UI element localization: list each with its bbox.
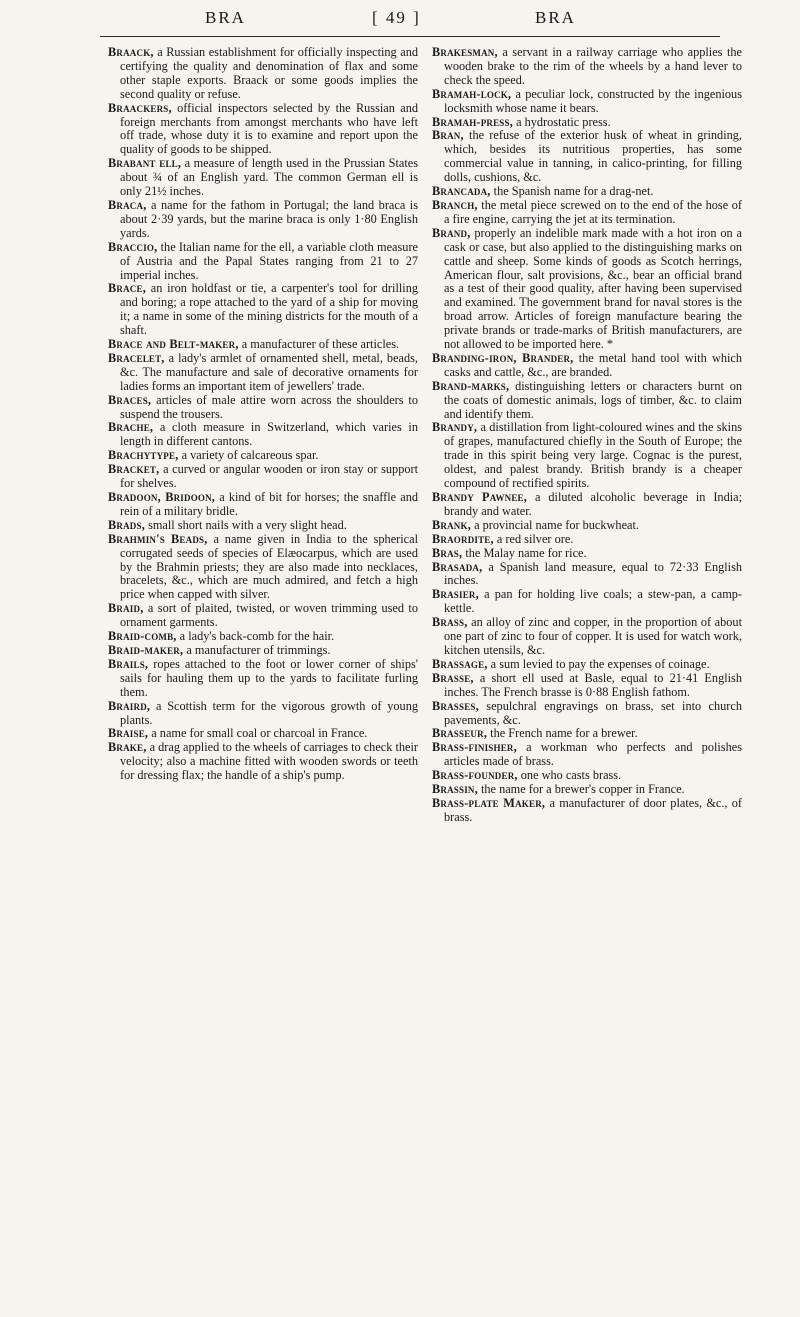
dictionary-entry: [432, 741, 742, 769]
entry-definition: the name for a brewer's copper in France.: [480, 782, 685, 797]
entry-headword: Brache,: [108, 420, 154, 435]
entry-headword: Brass-founder,: [432, 768, 518, 783]
entry-headword: Braces,: [108, 392, 152, 407]
dictionary-entry: [432, 88, 742, 116]
dictionary-entry: [432, 129, 742, 185]
entry-headword: Bramah-lock,: [432, 86, 512, 101]
entry-definition: the refuse of the exterior husk of wheat in grinding, which, besides its nutritious properties, has some commercial value in tanning, in calico-printing, for filling dolls, cushions, &c.: [444, 128, 742, 185]
entry-headword: Brads,: [108, 517, 145, 532]
entry-definition: a manufacturer of trimmings.: [186, 642, 331, 657]
dictionary-entry: [432, 658, 742, 672]
entry-headword: Braca,: [108, 197, 147, 212]
dictionary-entry: [432, 547, 742, 561]
entry-definition: a lady's back-comb for the hair.: [179, 629, 335, 644]
dictionary-entry: [108, 658, 418, 700]
dictionary-entry: [432, 616, 742, 658]
dictionary-entry: [108, 241, 418, 283]
entry-definition: ropes attached to the foot or lower corner of ships' sails for hauling them up to the yards to facilitate furling them.: [120, 656, 418, 699]
entry-definition: a lady's armlet of ornamented shell, metal, beads, &c. The manufacture and sale of decorative ornaments for ladies forms an important item of jewellers' trade.: [120, 350, 418, 393]
header-right-guide-word: BRA: [535, 8, 576, 27]
entry-definition: a workman who perfects and polishes articles made of brass.: [444, 740, 742, 769]
entry-definition: the metal piece screwed on to the end of the hose of a fire engine, carrying the jet at its termination.: [444, 197, 742, 226]
header-left-guide-word: BRA: [205, 8, 246, 27]
entry-definition: a curved or angular wooden or iron stay or support for shelves.: [120, 462, 419, 491]
entry-definition: a name for small coal or charcoal in France.: [151, 726, 368, 741]
page-number: [ 49 ]: [372, 8, 421, 27]
entry-headword: Brasier,: [432, 587, 479, 602]
entry-definition: a peculiar lock, constructed by the ingenious locksmith whose name it bears.: [444, 86, 742, 115]
entry-definition: the Malay name for rice.: [465, 545, 587, 560]
dictionary-entry: [432, 700, 742, 728]
dictionary-entry: [432, 380, 742, 422]
dictionary-entry: [108, 463, 418, 491]
dictionary-entry: [108, 102, 418, 158]
entry-definition: an iron holdfast or tie, a carpenter's tool for drilling and boring; a rope attached to the yard of a ship for moving it; a name in some of the mining districts for the mouth of a shaft.: [120, 281, 418, 338]
dictionary-entry: [432, 783, 742, 797]
entry-headword: Brails,: [108, 656, 149, 671]
entry-headword: Brakesman,: [432, 45, 498, 59]
entry-headword: Brasada,: [432, 559, 483, 574]
dictionary-entry: [432, 227, 742, 352]
dictionary-entry: [108, 199, 418, 241]
dictionary-entry: [108, 394, 418, 422]
entry-headword: Braid-comb,: [108, 629, 177, 644]
entry-headword: Braordite,: [432, 531, 494, 546]
entry-headword: Branding-iron, Brander,: [432, 350, 574, 365]
entry-definition: a Scottish term for the vigorous growth of young plants.: [120, 698, 418, 727]
entry-definition: an alloy of zinc and copper, in the proportion of about one part of zinc to four of copper. It is used for watch work, kitchen utensils, &c.: [444, 615, 742, 657]
entry-headword: Brandy,: [432, 420, 478, 435]
entry-headword: Braird,: [108, 698, 151, 713]
entry-headword: Braackers,: [108, 100, 172, 115]
dictionary-entry: [432, 185, 742, 199]
entry-headword: Braise,: [108, 726, 149, 741]
dictionary-entry: [108, 352, 418, 394]
entry-definition: small short nails with a very slight head.: [148, 517, 347, 532]
entry-definition: a provincial name for buckwheat.: [474, 517, 639, 532]
entry-definition: a short ell used at Basle, equal to 21·41 English inches. The French brasse is 0·88 English fathom.: [444, 670, 742, 699]
dictionary-entry: [432, 561, 742, 589]
dictionary-entry: [432, 46, 742, 88]
entry-definition: a Spanish land measure, equal to 72·33 English inches.: [444, 559, 743, 588]
dictionary-entry: [432, 491, 742, 519]
dictionary-entry: [432, 533, 742, 547]
dictionary-entry: [108, 46, 418, 102]
entry-headword: Braccio,: [108, 239, 158, 254]
entry-definition: a manufacturer of door plates, &c., of brass.: [444, 795, 742, 824]
dictionary-entry: [432, 519, 742, 533]
entry-headword: Brancada,: [432, 184, 491, 199]
entry-headword: Bran,: [432, 128, 464, 143]
dictionary-entry: [108, 519, 418, 533]
entry-definition: the French name for a brewer.: [490, 726, 638, 741]
entry-definition: official inspectors selected by the Russian and foreign merchants from amongst merchants who have left off trade, whose duty it is to examine and report upon the quality of goods to be shipped.: [120, 100, 418, 157]
entry-definition: the metal hand tool with which casks and cattle, &c., are branded.: [444, 350, 743, 379]
entry-headword: Bramah-press,: [432, 114, 513, 129]
entry-headword: Branch,: [432, 197, 478, 212]
dictionary-entry: [108, 602, 418, 630]
entry-definition: a name for the fathom in Portugal; the land braca is about 2·39 yards, but the marine braca is only 1·80 English yards.: [120, 197, 419, 240]
entry-headword: Bracket,: [108, 462, 160, 477]
dictionary-entry: [108, 282, 418, 338]
entry-definition: articles of male attire worn across the shoulders to suspend the trousers.: [120, 392, 418, 421]
entry-definition: the Spanish name for a drag-net.: [493, 184, 654, 199]
entry-headword: Brasse,: [432, 670, 474, 685]
entry-definition: a cloth measure in Switzerland, which varies in length in different cantons.: [120, 420, 418, 449]
dictionary-entry: [108, 700, 418, 728]
entry-headword: Brace and Belt-maker,: [108, 337, 239, 352]
entry-definition: a hydrostatic press.: [516, 114, 611, 129]
entry-definition: a pan for holding live coals; a stew-pan, a camp-kettle.: [444, 587, 742, 616]
entry-definition: distinguishing letters or characters burnt on the coats of domestic animals, logs of timber, &c. to claim and identify them.: [444, 378, 743, 421]
entry-headword: Brass-plate Maker,: [432, 795, 546, 810]
entry-headword: Brake,: [108, 740, 147, 755]
entry-headword: Braid,: [108, 601, 144, 616]
dictionary-entry: [108, 491, 418, 519]
dictionary-entry: [108, 338, 418, 352]
entry-headword: Brahmin's Beads,: [108, 531, 208, 546]
entry-headword: Brassage,: [432, 656, 488, 671]
entry-headword: Brace,: [108, 281, 146, 296]
entry-definition: sepulchral engravings on brass, set into church pavements, &c.: [444, 698, 742, 727]
entry-headword: Brank,: [432, 517, 471, 532]
entry-headword: Braack,: [108, 45, 154, 59]
running-header: [0, 8, 800, 38]
dictionary-entry: [432, 672, 742, 700]
dictionary-entry: [432, 352, 742, 380]
entry-definition: properly an indelible mark made with a hot iron on a cask or case, but also applied to the distinguishing marks on cattle and sheep. Some kinds of goods as Scotch herrings, American flour, salt provisions, &c., bear an official brand as a test of their good quality, after having been supervised and examined. The government brand for naval stores is the broad arrow. Articles of foreign manufacture bearing the private brands or trade-marks of British manufacturers, are not allowed to be imported here. *: [444, 225, 742, 352]
entry-headword: Brasseur,: [432, 726, 488, 741]
entry-definition: the Italian name for the ell, a variable cloth measure of Austria and the Papal States ranging from 21 to 27 imperial inches.: [120, 239, 418, 282]
entry-definition: a measure of length used in the Prussian States about ¾ of an English yard. The common German ell is only 21½ inches.: [120, 156, 419, 199]
dictionary-entry: [432, 421, 742, 491]
left-column: [108, 46, 418, 783]
entry-definition: a sum levied to pay the expenses of coinage.: [490, 656, 710, 671]
entry-definition: one who casts brass.: [520, 768, 622, 783]
dictionary-entry: [432, 797, 742, 825]
entry-headword: Brachytype,: [108, 448, 179, 463]
entry-definition: a manufacturer of these articles.: [241, 337, 400, 352]
entry-definition: a red silver ore.: [496, 531, 574, 546]
entry-definition: a Russian establishment for officially inspecting and certifying the quality and denomination of flax and some other staple exports. Braack or some goods implies the second quality or refuse.: [120, 45, 418, 101]
dictionary-entry: [108, 421, 418, 449]
entry-definition: a drag applied to the wheels of carriages to check their velocity; also a machine fitted with wooden swords or teeth for dressing flax; the handle of a ship's pump.: [120, 740, 418, 783]
dictionary-entry: [108, 741, 418, 783]
dictionary-entry: [432, 769, 742, 783]
dictionary-entry: [108, 449, 418, 463]
right-column: [432, 46, 742, 825]
entry-headword: Brassin,: [432, 782, 478, 797]
dictionary-entry: [108, 533, 418, 603]
entry-headword: Bracelet,: [108, 350, 165, 365]
entry-definition: a kind of bit for horses; the snaffle and rein of a military bridle.: [120, 490, 419, 518]
entry-headword: Brabant ell,: [108, 156, 182, 171]
entry-definition: a distillation from light-coloured wines and the skins of grapes, manufactured chiefly in the South of Europe; the trade in this spirit being very large. Cognac is the purest, oldest, and palest brandy. British brandy is a cheaper compound of rectified spirits.: [444, 420, 742, 491]
entry-headword: Braid-maker,: [108, 642, 184, 657]
entry-headword: Brand-marks,: [432, 378, 510, 393]
entry-definition: a servant in a railway carriage who applies the wooden brake to the rim of the wheels by a hand lever to check the speed.: [444, 45, 742, 87]
dictionary-entry: [432, 116, 742, 130]
entry-definition: a name given in India to the spherical corrugated seeds of species of Elæocarpus, which are used by the Brahmin priests; they are also made into necklaces, bracelets, &c., which are much admired, and fetch a high price when capped with silver.: [120, 531, 419, 602]
dictionary-entry: [108, 630, 418, 644]
entry-headword: Brass-finisher,: [432, 740, 517, 755]
dictionary-entry: [432, 588, 742, 616]
dictionary-entry: [108, 157, 418, 199]
entry-headword: Brass,: [432, 615, 468, 630]
dictionary-entry: [108, 644, 418, 658]
dictionary-entry: [108, 727, 418, 741]
entry-definition: a sort of plaited, twisted, or woven trimming used to ornament garments.: [120, 601, 418, 630]
entry-definition: a variety of calcareous spar.: [181, 448, 319, 463]
entry-headword: Brasses,: [432, 698, 479, 713]
entry-headword: Bras,: [432, 545, 463, 560]
header-rule: [100, 36, 720, 37]
entry-headword: Brandy Pawnee,: [432, 490, 528, 504]
dictionary-entry: [432, 727, 742, 741]
entry-headword: Brand,: [432, 225, 471, 240]
entry-definition: a diluted alcoholic beverage in India; brandy and water.: [444, 490, 743, 518]
entry-headword: Bradoon, Bridoon,: [108, 490, 216, 504]
dictionary-entry: [432, 199, 742, 227]
